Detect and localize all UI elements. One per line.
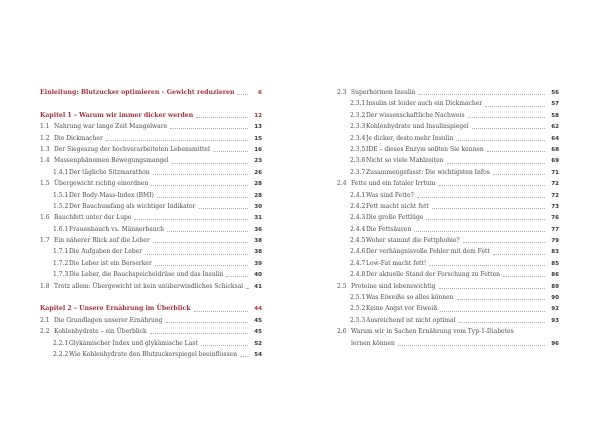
toc-page-number: 54 bbox=[254, 351, 262, 358]
toc-entry[interactable] bbox=[40, 235, 262, 246]
toc-page-number: 58 bbox=[551, 112, 559, 119]
dot-leader bbox=[201, 345, 248, 346]
dot-leader bbox=[447, 163, 545, 164]
toc-entry[interactable] bbox=[337, 190, 559, 201]
toc-entry[interactable] bbox=[40, 144, 262, 155]
toc-page-number: 96 bbox=[551, 340, 559, 347]
toc-entry[interactable] bbox=[40, 155, 262, 166]
toc-entry[interactable] bbox=[40, 212, 262, 223]
dot-leader bbox=[134, 219, 248, 220]
toc-page-number: 71 bbox=[551, 169, 559, 176]
toc-entry-number: 1.7.1 bbox=[53, 248, 69, 256]
toc-page-number: 85 bbox=[551, 260, 559, 267]
toc-entry-number: 2.3.4 bbox=[350, 134, 366, 142]
toc-entry[interactable] bbox=[40, 201, 262, 212]
toc-entry-title: Wie Kohlenhydrate den Blutzuckerspiegel beeinflussen bbox=[69, 350, 237, 358]
toc-entry-number: 2.4.3 bbox=[350, 214, 366, 222]
dot-leader bbox=[172, 163, 248, 164]
toc-entry[interactable] bbox=[40, 190, 262, 201]
toc-entry-title: Der wissenschaftliche Nachweis bbox=[366, 111, 465, 119]
toc-page-number: 12 bbox=[254, 112, 262, 119]
toc-entry[interactable] bbox=[337, 212, 559, 223]
toc-entry-title: Frauenbauch vs. Männerbauch bbox=[69, 225, 164, 233]
toc-entry-title: Massenphänomen Bewegungsmangel bbox=[54, 157, 169, 165]
toc-page-number: 15 bbox=[254, 135, 262, 142]
toc-entry-number: 1.7.2 bbox=[53, 259, 69, 267]
toc-entry[interactable] bbox=[40, 349, 262, 360]
toc-entry-number: 2.4.6 bbox=[350, 248, 366, 256]
toc-entry[interactable] bbox=[337, 167, 559, 178]
toc-page-number: 57 bbox=[551, 101, 559, 108]
toc-page-number: 6 bbox=[258, 90, 262, 96]
toc-entry-number: 2.3.6 bbox=[350, 157, 366, 165]
toc-entry[interactable] bbox=[337, 155, 559, 166]
toc-entry[interactable] bbox=[337, 303, 559, 314]
dot-leader bbox=[240, 356, 248, 357]
toc-entry-number: 1.3 bbox=[40, 145, 50, 153]
toc-page-number: 68 bbox=[551, 146, 559, 153]
toc-entry-title: lernen können bbox=[351, 339, 395, 347]
toc-entry[interactable] bbox=[40, 326, 262, 337]
dot-leader bbox=[153, 174, 248, 175]
toc-entry-number: 1.6 bbox=[40, 214, 50, 222]
dot-leader bbox=[106, 140, 248, 141]
toc-entry-number: 2.2 bbox=[40, 328, 50, 336]
dot-leader bbox=[166, 322, 248, 323]
toc-entry-title: Insulin ist leider auch ein Dickmacher bbox=[366, 100, 483, 108]
toc-entry-number: 2.2.2 bbox=[53, 350, 69, 358]
toc-page-number: 30 bbox=[254, 203, 262, 210]
toc-page-number: 28 bbox=[254, 181, 262, 188]
toc-entry-number: 2.4.8 bbox=[350, 271, 366, 279]
dot-leader bbox=[417, 197, 545, 198]
toc-entry-title: Bauchfett unter der Lupe bbox=[54, 214, 132, 222]
toc-entry[interactable] bbox=[337, 292, 559, 303]
dot-leader bbox=[213, 151, 248, 152]
toc-page-number: 23 bbox=[254, 158, 262, 165]
toc-entry[interactable] bbox=[40, 258, 262, 269]
toc-page-number: 41 bbox=[254, 283, 262, 290]
toc-entry[interactable] bbox=[337, 133, 559, 144]
toc-entry-number: 1.2 bbox=[40, 134, 50, 142]
toc-entry-title: Kapitel 1 – Warum wir immer dicker werden bbox=[40, 111, 194, 119]
dot-leader bbox=[153, 242, 248, 243]
toc-entry[interactable] bbox=[337, 246, 559, 257]
dot-leader bbox=[457, 299, 545, 300]
toc-entry-number: 2.3.7 bbox=[350, 168, 366, 176]
toc-page-number: 90 bbox=[551, 295, 559, 302]
toc-entry-number: 2.4.2 bbox=[350, 202, 366, 210]
toc-entry-number: 2.3.2 bbox=[350, 111, 366, 119]
toc-page-number: 39 bbox=[254, 260, 262, 267]
toc-chapter-heading[interactable] bbox=[40, 303, 262, 314]
toc-page-number: 62 bbox=[551, 124, 559, 131]
toc-page-number: 83 bbox=[551, 249, 559, 256]
dot-leader bbox=[419, 94, 545, 95]
toc-entry[interactable] bbox=[337, 269, 559, 280]
toc-entry-title: Superhormon Insulin bbox=[351, 89, 416, 96]
toc-entry-title: Der tägliche Sitzmarathon bbox=[69, 168, 150, 176]
toc-page-number: 52 bbox=[254, 340, 262, 347]
toc-entry-number: 2.4 bbox=[337, 180, 347, 188]
toc-page-number: 16 bbox=[254, 146, 262, 153]
toc-entry-number: 1.1 bbox=[40, 123, 50, 131]
dot-leader bbox=[432, 208, 545, 209]
toc-entry-number: 2.4.5 bbox=[350, 237, 366, 245]
toc-entry[interactable] bbox=[337, 121, 559, 132]
toc-entry-title: Die Leber ist ein Berserker bbox=[69, 259, 152, 267]
toc-right-page bbox=[337, 87, 559, 349]
toc-entry[interactable] bbox=[337, 178, 559, 189]
toc-entry-title: Einleitung: Blutzucker optimieren – Gewicht reduzieren bbox=[40, 89, 235, 96]
toc-page-number: 76 bbox=[551, 215, 559, 222]
toc-chapter-heading[interactable] bbox=[40, 110, 262, 121]
dot-leader bbox=[472, 128, 545, 129]
toc-entry-title: Nicht so viele Mahlzeiten bbox=[366, 157, 444, 165]
toc-entry[interactable] bbox=[40, 246, 262, 257]
toc-entry[interactable] bbox=[40, 281, 262, 292]
section-gap bbox=[40, 98, 262, 109]
toc-page-number: 40 bbox=[254, 272, 262, 279]
toc-entry-number: 2.4.4 bbox=[350, 225, 366, 233]
toc-entry[interactable] bbox=[337, 235, 559, 246]
dot-leader bbox=[440, 311, 545, 312]
toc-entry[interactable] bbox=[337, 281, 559, 292]
toc-entry-title: Fett macht nicht fett bbox=[366, 202, 429, 210]
toc-page-number: 72 bbox=[551, 181, 559, 188]
toc-entry-title: Fette und ein fataler Irrtum bbox=[351, 180, 436, 188]
toc-entry[interactable] bbox=[337, 338, 559, 349]
toc-entry-number: 2.1 bbox=[40, 316, 50, 324]
toc-entry[interactable] bbox=[337, 326, 559, 337]
dot-leader bbox=[456, 140, 545, 141]
toc-entry-title: Übergewicht richtig einordnen bbox=[54, 180, 149, 188]
toc-entry-title: IDE – dieses Enzym sollten Sie kennen bbox=[366, 145, 484, 153]
toc-entry[interactable] bbox=[337, 110, 559, 121]
toc-page-number: 77 bbox=[551, 226, 559, 233]
toc-entry-number: 1.5.1 bbox=[53, 191, 69, 199]
toc-entry-number: 1.4 bbox=[40, 157, 50, 165]
toc-page-number: 64 bbox=[551, 135, 559, 142]
toc-left-page bbox=[40, 87, 262, 360]
toc-entry-title: Die Leber, die Bauchspeicheldrüse und das Insulin bbox=[69, 271, 224, 279]
dot-leader bbox=[485, 106, 545, 107]
toc-page-number: 13 bbox=[254, 124, 262, 131]
toc-entry-number: 2.5 bbox=[337, 282, 347, 290]
toc-entry-title: Ausreichend ist nicht optimal bbox=[366, 316, 456, 324]
toc-entry-title: Die große Fettlüge bbox=[366, 214, 424, 222]
dot-leader bbox=[493, 254, 545, 255]
toc-entry-title: Die Fettsäuren bbox=[366, 225, 412, 233]
toc-entry[interactable] bbox=[337, 98, 559, 109]
toc-page-number: 79 bbox=[551, 238, 559, 245]
toc-entry-number: 2.6 bbox=[337, 328, 347, 336]
dot-leader bbox=[414, 231, 545, 232]
dot-leader bbox=[468, 117, 545, 118]
dot-leader bbox=[429, 265, 545, 266]
dot-leader bbox=[151, 185, 248, 186]
dot-leader bbox=[503, 276, 545, 277]
dot-leader bbox=[426, 219, 545, 220]
toc-chapter-heading[interactable] bbox=[40, 87, 262, 98]
toc-page-number: 73 bbox=[551, 203, 559, 210]
toc-entry-title: Der Body-Mass-Index (BMI) bbox=[69, 191, 154, 199]
toc-page-number: 26 bbox=[254, 169, 262, 176]
toc-entry-title: Ein näherer Blick auf die Leber bbox=[54, 237, 150, 245]
toc-entry[interactable] bbox=[40, 167, 262, 178]
toc-entry-number: 1.8 bbox=[40, 282, 50, 290]
toc-page-number: 28 bbox=[254, 192, 262, 199]
toc-entry-number: 2.4.1 bbox=[350, 191, 366, 199]
toc-page-number: 89 bbox=[551, 283, 559, 290]
toc-entry-number: 1.4.1 bbox=[53, 168, 69, 176]
toc-page-number: 56 bbox=[551, 90, 559, 96]
toc-entry-title: Zusammengefasst: Die wichtigsten Infos bbox=[366, 168, 490, 176]
dot-leader bbox=[439, 288, 545, 289]
toc-page-number: 69 bbox=[551, 158, 559, 165]
toc-entry-number: 1.5 bbox=[40, 180, 50, 188]
toc-page-number: 93 bbox=[551, 317, 559, 324]
toc-page-number: 45 bbox=[254, 317, 262, 324]
dot-leader bbox=[199, 208, 248, 209]
toc-entry-number: 1.7.3 bbox=[53, 271, 69, 279]
toc-entry-number: 2.5.1 bbox=[350, 294, 366, 302]
toc-entry-title: Low-Fat macht fett! bbox=[366, 259, 427, 267]
toc-entry[interactable] bbox=[40, 315, 262, 326]
toc-entry-title: Glykämischer Index und glykämische Last bbox=[69, 339, 198, 347]
toc-entry[interactable] bbox=[40, 269, 262, 280]
toc-page-number: 38 bbox=[254, 249, 262, 256]
toc-entry-number: 2.2.1 bbox=[53, 339, 69, 347]
toc-entry[interactable] bbox=[40, 338, 262, 349]
dot-leader bbox=[196, 117, 248, 118]
toc-entry-title: Woher stammt die Fettphobie? bbox=[366, 237, 460, 245]
toc-entry-title: Je dicker, desto mehr Insulin bbox=[366, 134, 454, 142]
dot-leader bbox=[493, 174, 545, 175]
toc-page-number: 45 bbox=[254, 329, 262, 336]
toc-entry-title: Was sind Fette? bbox=[366, 191, 414, 199]
toc-entry-number: 1.5.2 bbox=[53, 202, 69, 210]
toc-entry[interactable] bbox=[337, 224, 559, 235]
toc-page-number: 92 bbox=[551, 306, 559, 313]
toc-page-number: 44 bbox=[254, 306, 262, 313]
toc-entry-title: Der aktuelle Stand der Forschung zu Fetten bbox=[366, 271, 501, 279]
toc-entry[interactable] bbox=[337, 315, 559, 326]
toc-entry[interactable] bbox=[337, 144, 559, 155]
toc-entry-title: Der verhängnisvolle Fehler mit dem Fett bbox=[366, 248, 490, 256]
toc-entry-title: Kohlenhydrate und Insulinspiegel bbox=[366, 123, 469, 131]
toc-page-number: 86 bbox=[551, 272, 559, 279]
toc-entry[interactable] bbox=[40, 224, 262, 235]
toc-entry-number: 2.5.2 bbox=[350, 305, 366, 313]
toc-page-number: 36 bbox=[254, 226, 262, 233]
dot-leader bbox=[145, 254, 248, 255]
dot-leader bbox=[463, 242, 545, 243]
dot-leader bbox=[237, 94, 248, 95]
toc-entry-title: Keine Angst vor Eiweiß bbox=[366, 305, 438, 313]
toc-entry-title: Kapitel 2 – Unsere Ernährung im Überblick bbox=[40, 305, 191, 313]
dot-leader bbox=[155, 265, 248, 266]
toc-entry-title: Proteine sind lebenswichtig bbox=[351, 282, 436, 290]
toc-entry-number: 1.6.1 bbox=[53, 225, 69, 233]
toc-entry-number: 2.3.5 bbox=[350, 145, 366, 153]
toc-entry[interactable] bbox=[40, 133, 262, 144]
toc-entry-title: Warum wir in Sachen Ernährung vom Typ-1-Diabetes bbox=[351, 328, 514, 336]
toc-entry-title: Die Aufgaben der Leber bbox=[69, 248, 143, 256]
toc-entry-number: 2.3 bbox=[337, 89, 347, 96]
dot-leader bbox=[157, 197, 248, 198]
dot-leader bbox=[194, 311, 248, 312]
toc-page-number: 31 bbox=[254, 215, 262, 222]
toc-entry-title: Kohlenhydrate – ein Überblick bbox=[54, 328, 147, 336]
toc-entry-title: Die Grundlagen unserer Ernährung bbox=[54, 316, 163, 324]
dot-leader bbox=[150, 333, 248, 334]
toc-entry[interactable] bbox=[40, 121, 262, 132]
toc-entry[interactable] bbox=[337, 201, 559, 212]
dot-leader bbox=[439, 185, 546, 186]
toc-entry-title: Nahrung war lange Zeit Mangelware bbox=[54, 123, 168, 131]
dot-leader bbox=[226, 276, 248, 277]
dot-leader bbox=[459, 322, 545, 323]
toc-entry[interactable] bbox=[337, 87, 559, 98]
section-gap bbox=[40, 292, 262, 303]
toc-entry-number: 2.3.3 bbox=[350, 123, 366, 131]
toc-entry[interactable] bbox=[40, 178, 262, 189]
toc-entry-title: Trotz allem: Übergewicht ist kein unüberwindliches Schicksal bbox=[54, 282, 244, 290]
dot-leader bbox=[398, 345, 545, 346]
dot-leader bbox=[170, 128, 248, 129]
toc-entry-title: Der Siegeszug der hochverarbeiteten Lebensmittel bbox=[54, 145, 210, 153]
toc-page-number: 38 bbox=[254, 238, 262, 245]
toc-entry-title: Die Dickmacher bbox=[54, 134, 103, 142]
toc-entry-number: 2.5.3 bbox=[350, 316, 366, 324]
toc-entry-number: 2.4.7 bbox=[350, 259, 366, 267]
toc-page-number: 72 bbox=[551, 192, 559, 199]
toc-entry-title: Was Eiweiße so alles können bbox=[366, 294, 454, 302]
dot-leader bbox=[246, 288, 248, 289]
dot-leader bbox=[167, 231, 248, 232]
toc-entry[interactable] bbox=[337, 258, 559, 269]
toc-entry-number: 2.3.1 bbox=[350, 100, 366, 108]
toc-entry-title: Der Bauchumfang als wichtiger Indikator bbox=[69, 202, 196, 210]
toc-entry-number: 1.7 bbox=[40, 237, 50, 245]
dot-leader bbox=[487, 151, 545, 152]
